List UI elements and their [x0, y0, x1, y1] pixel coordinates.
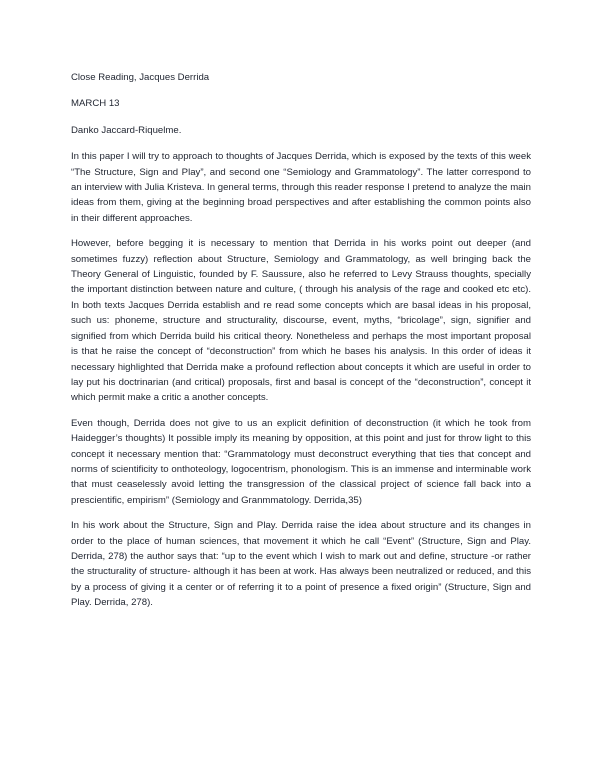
document-body	[71, 70, 531, 611]
paragraph-1: In this paper I will try to approach to thoughts of Jacques Derrida, which is exposed by the texts of this week “The Structure, Sign and Play”, and second one “Semiology and Grammatology”. The latter correspond to an interview with Julia Kristeva. In general terms, through this reader response I pretend to analyze the main ideas from them, giving at the beginning broad perspectives and after establishing the common points also in their different approaches.	[71, 151, 531, 224]
paragraph-2: However, before begging it is necessary to mention that Derrida in his works point out deeper (and sometimes fuzzy) reflection about Structure, Semiology and Grammatology, as well bringing back the Theory General of Linguistic, founded by F. Saussure, also he referred to Levy Strauss thoughts, specially the important distinction between nature and culture, ( through his analysis of the rage and cooked etc etc). In both texts Jacques Derrida establish and re read some concepts which are basal ideas in his proposal, such us: phoneme, structure and structurality, discourse, event, myths, “bricolage”, sign, signifier and signified from which Derrida build his critical theory. Nonetheless and perhaps the most important proposal is that he raise the concept of “deconstruction” from which he bases his analysis. In this order of ideas it necessary highlighted that Derrida make a profound reflection about concepts it which are useful in order to lay put his doctrinarian (and critical) proposals, first and basal is concept of the “deconstruction”, concept it which permit make a critic a another concepts.	[71, 238, 531, 404]
paragraph-3: Even though, Derrida does not give to us an explicit definition of deconstruction (it which he took from Haidegger’s thoughts) It possible imply its meaning by opposition, at this point and just for throw light to this concept it necessary mention that: “Grammatology must deconstruct everything that ties that concept and norms of scientificity to onthoteology, logocentrism, phonologism. This is an immense and interminable work that must ceaselessly avoid letting the transgression of the classical project of science fall back into a prescientific, empirism” (Semiology and Granmmatology. Derrida,35)	[71, 417, 531, 506]
document-date: MARCH 13	[71, 98, 120, 110]
document-title: Close Reading, Jacques Derrida	[71, 72, 210, 83]
paragraph-4: In his work about the Structure, Sign and Play. Derrida raise the idea about structure and its changes in order to the place of human sciences, that movement it which he call “Event” (Structure, Sign and Play. Derrida, 278) the author says that: “up to the event which I wish to mark out and define, structure -or rather the structurality of structure- although it has been at work. Has always been neutralized or reduced, and this by a process of giving it a center or of referring it to a point of presence a fixed origin” (Structure, Sign and Play. Derrida, 278).	[71, 520, 531, 609]
document-author: Danko Jaccard-Riquelme.	[71, 124, 182, 136]
